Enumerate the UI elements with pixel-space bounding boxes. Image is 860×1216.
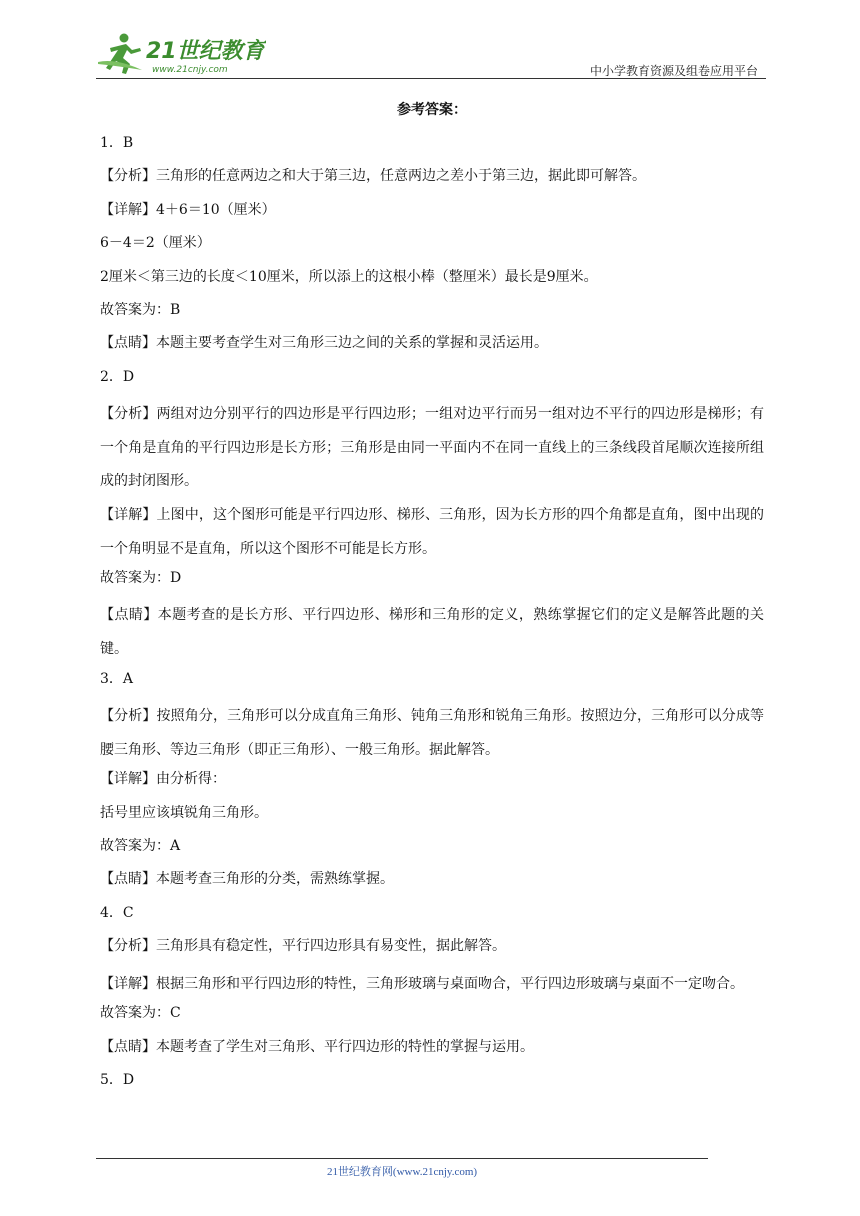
answer-paragraph: 【详解】根据三角形和平行四边形的特性，三角形玻璃与桌面吻合，平行四边形玻璃与桌面不一定吻合。 — [100, 975, 744, 992]
answer-line: 3．A — [100, 670, 134, 687]
answer-line: 故答案为：B — [100, 301, 181, 318]
answer-line: 1．B — [100, 135, 134, 151]
answer-line: 4．C — [100, 904, 134, 921]
answer-line: 故答案为：A — [100, 838, 181, 855]
answer-line: 【详解】由分析得： — [100, 771, 226, 788]
footer-text: 21世纪教育网(www.21cnjy.com) — [326, 1166, 478, 1178]
header-divider — [96, 78, 766, 79]
answer-paragraph: 【点睛】本题考查的是长方形、平行四边形、梯形和三角形的定义，熟练掌握它们的定义是解答此题的关键。 — [100, 607, 764, 658]
answer-paragraph: 【分析】两组对边分别平行的四边形是平行四边形；一组对边平行而另一组对边不平行的四边形是梯形；有一个角是直角的平行四边形是长方形；三角形是由同一平面内不在同一直线上的三条线段首尾顺次连接所组成的封闭图形。 — [100, 406, 764, 490]
answer-line: 【点睛】本题主要考查学生对三角形三边之间的关系的掌握和灵活运用。 — [100, 335, 548, 352]
platform-name: 中小学教育资源及组卷应用平台 — [589, 64, 758, 78]
runner-icon — [98, 34, 142, 75]
answer-line: 2厘米＜第三边的长度＜10厘米，所以添上的这根小棒（整厘米）最长是9厘米。 — [100, 268, 598, 285]
answer-line: 【分析】三角形具有稳定性，平行四边形具有易变性，据此解答。 — [100, 938, 506, 955]
answer-line: 2．D — [100, 368, 135, 385]
footer-divider — [96, 1158, 708, 1159]
page-footer — [96, 1158, 708, 1179]
answer-content — [100, 98, 764, 1101]
page-title: 参考答案： — [397, 102, 467, 118]
logo-text: 21世纪教育 — [146, 39, 265, 64]
answer-line: 6－4＝2（厘米） — [100, 235, 211, 252]
answer-line: 【分析】三角形的任意两边之和大于第三边，任意两边之差小于第三边，据此即可解答。 — [100, 168, 646, 185]
answer-paragraph: 【分析】按照角分，三角形可以分成直角三角形、钝角三角形和锐角三角形。按照边分，三角形可以分成等腰三角形、等边三角形（即正三角形）、一般三角形。据此解答。 — [100, 708, 764, 758]
answer-line: 【点睛】本题考查了学生对三角形、平行四边形的特性的掌握与运用。 — [100, 1038, 534, 1055]
answer-line: 5．D — [100, 1071, 135, 1088]
answer-list — [100, 131, 764, 1092]
answer-line: 括号里应该填锐角三角形。 — [100, 804, 268, 821]
logo-url: www.21cnjy.com — [152, 65, 228, 75]
answer-line: 故答案为：D — [100, 570, 182, 587]
answer-paragraph: 【详解】上图中，这个图形可能是平行四边形、梯形、三角形，因为长方形的四个角都是直角，图中出现的一个角明显不是直角，所以这个图形不可能是长方形。 — [100, 506, 764, 557]
page-header — [96, 28, 766, 80]
site-logo — [96, 28, 266, 78]
answer-line: 【点睛】本题考查三角形的分类，需熟练掌握。 — [100, 871, 394, 888]
answer-line: 【详解】4＋6＝10（厘米） — [100, 201, 276, 218]
answer-line: 故答案为：C — [100, 1005, 181, 1022]
